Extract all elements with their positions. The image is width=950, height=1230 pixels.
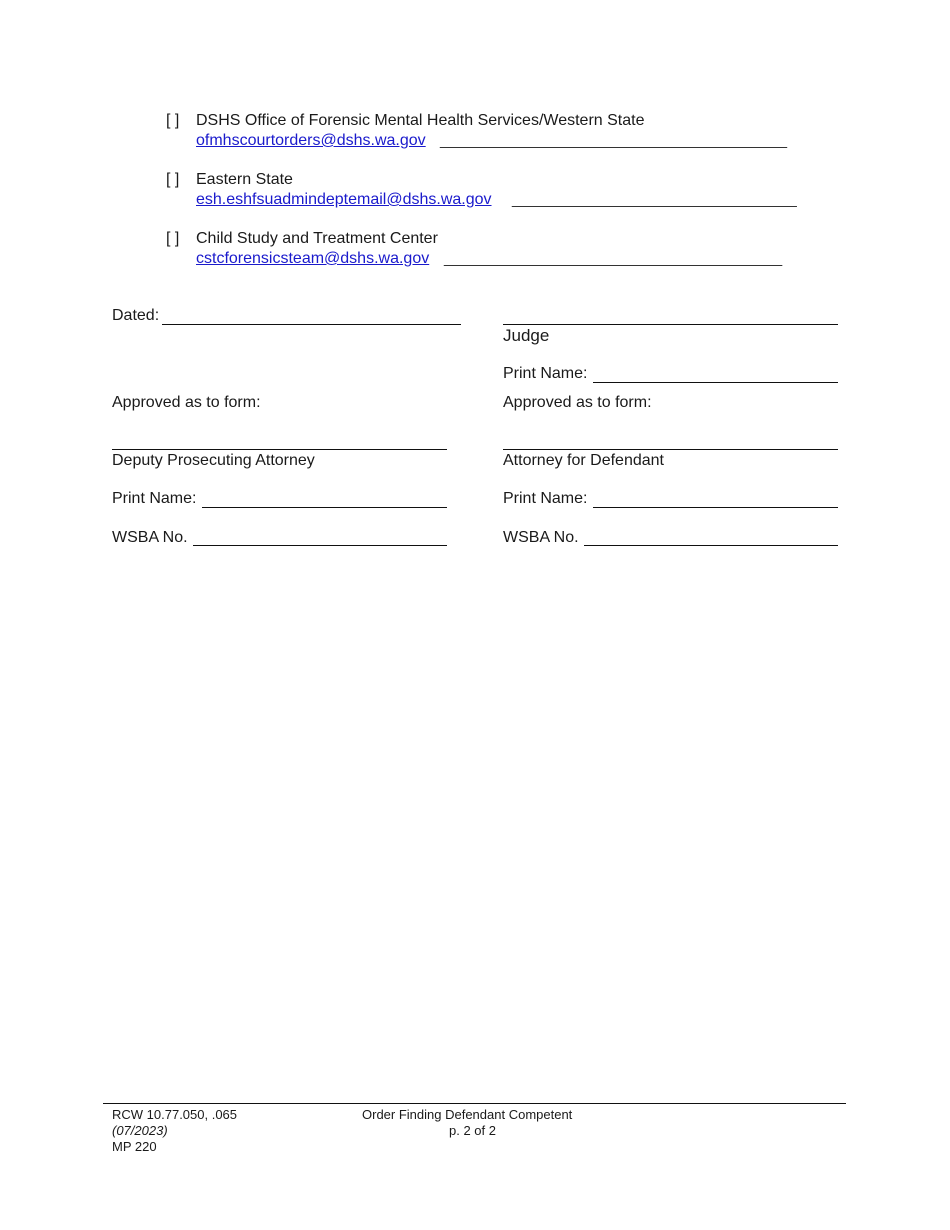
attorney-for-defendant-label: Attorney for Defendant: [503, 452, 664, 469]
deputy-wsba-field[interactable]: [193, 545, 447, 546]
western-state-fill-line: _______________________________________: [440, 132, 788, 149]
deputy-wsba-label: WSBA No.: [112, 529, 188, 546]
deputy-print-name-label: Print Name:: [112, 490, 197, 507]
approved-left-label: Approved as to form:: [112, 394, 261, 411]
eastern-state-label: Eastern State: [196, 171, 293, 188]
cstc-checkbox[interactable]: [ ]: [166, 230, 180, 247]
eastern-state-checkbox[interactable]: [ ]: [166, 171, 180, 188]
cstc-email-link[interactable]: cstcforensicsteam@dshs.wa.gov: [196, 250, 430, 267]
judge-label: Judge: [503, 326, 550, 345]
footer-date: (07/2023): [112, 1123, 168, 1138]
judge-signature-field[interactable]: [503, 324, 838, 325]
western-state-email-link[interactable]: ofmhscourtorders@dshs.wa.gov: [196, 132, 426, 149]
deputy-print-name-field[interactable]: [202, 507, 447, 508]
judge-print-name-field[interactable]: [593, 382, 838, 383]
western-state-label: DSHS Office of Forensic Mental Health Services/Western State: [196, 112, 645, 129]
dated-field[interactable]: [162, 324, 461, 325]
eastern-state-fill-line: ________________________________: [512, 191, 797, 208]
judge-print-name-label: Print Name:: [503, 365, 588, 382]
cstc-label: Child Study and Treatment Center: [196, 230, 438, 247]
footer-form-number: MP 220: [112, 1139, 157, 1154]
dated-label: Dated:: [112, 307, 160, 324]
defense-wsba-field[interactable]: [584, 545, 838, 546]
footer-title: Order Finding Defendant Competent: [362, 1107, 573, 1122]
deputy-signature-field[interactable]: [112, 449, 447, 450]
footer-divider: [103, 1103, 846, 1104]
deputy-prosecuting-attorney-label: Deputy Prosecuting Attorney: [112, 452, 315, 469]
footer-rcw: RCW 10.77.050, .065: [112, 1107, 238, 1122]
western-state-checkbox[interactable]: [ ]: [166, 112, 180, 129]
defense-print-name-field[interactable]: [593, 507, 838, 508]
defense-print-name-label: Print Name:: [503, 490, 588, 507]
approved-right-label: Approved as to form:: [503, 394, 652, 411]
defense-wsba-label: WSBA No.: [503, 529, 579, 546]
cstc-fill-line: ______________________________________: [444, 250, 783, 267]
defense-signature-field[interactable]: [503, 449, 838, 450]
eastern-state-email-link[interactable]: esh.eshfsuadmindeptemail@dshs.wa.gov: [196, 191, 492, 208]
footer-page-number: p. 2 of 2: [449, 1123, 496, 1138]
